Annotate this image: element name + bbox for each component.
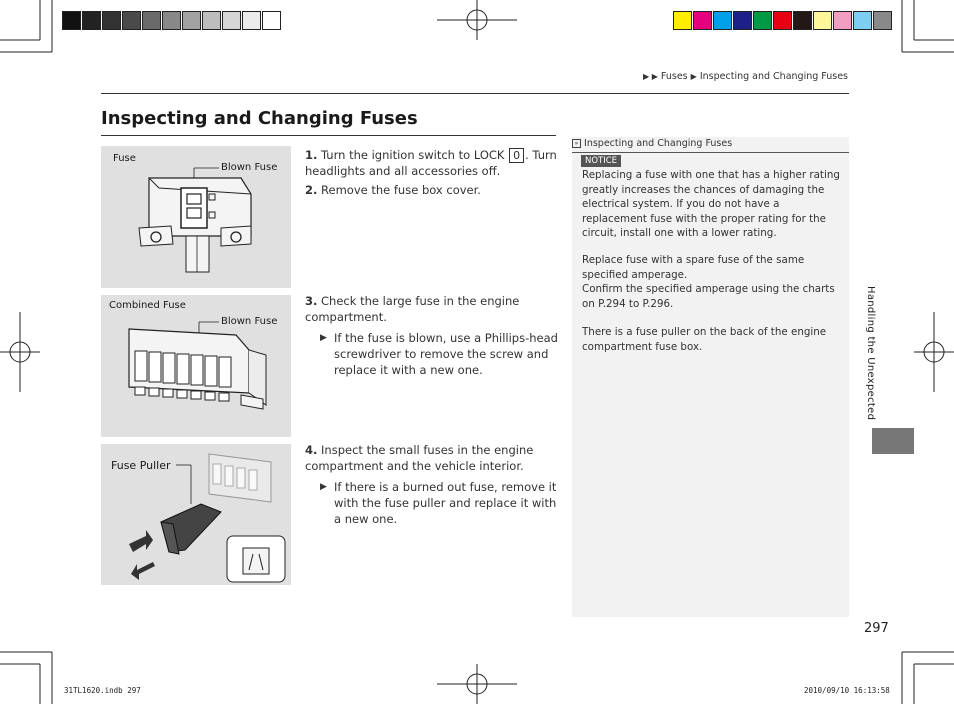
breadcrumb-item[interactable]: Fuses [660, 71, 688, 82]
chapter-tab[interactable] [872, 428, 914, 454]
step-3-sub [320, 330, 560, 378]
step-text: . Turn headlights and all accessories off. [305, 148, 557, 178]
step-2 [305, 182, 560, 198]
title-rule [101, 135, 556, 136]
step-4 [305, 442, 560, 474]
step-3 [305, 293, 560, 325]
footer-timestamp: 2010/09/10 16:13:58 [804, 686, 890, 695]
figure-fuse [101, 146, 291, 288]
breadcrumb-item[interactable]: Inspecting and Changing Fuses [699, 71, 848, 82]
step-text: Turn the ignition switch to LOCK [321, 148, 505, 162]
fuse-puller-illustration [101, 444, 291, 585]
arrow-icon: ▶ [320, 333, 327, 343]
breadcrumb [643, 71, 848, 82]
note-paragraph: There is a fuse puller on the back of the engine compartment fuse box. [582, 326, 827, 353]
notes-heading-text: Inspecting and Changing Fuses [584, 138, 733, 149]
footer-file-info: 31TL1620.indb 297 [64, 686, 141, 695]
step-number: 4. [305, 443, 318, 457]
breadcrumb-arrow-icon: ▶ [690, 72, 697, 81]
chapter-side-label: Handling the Unexpected [865, 286, 876, 421]
figure-label: Fuse Puller [111, 459, 171, 472]
figure-label: Fuse [113, 153, 136, 164]
step-4-sub [320, 479, 560, 527]
fuse-illustration [101, 146, 291, 288]
breadcrumb-arrow-icon: ▶ ▶ [643, 72, 658, 81]
step-number: 1. [305, 148, 318, 162]
arrow-icon: ▶ [320, 482, 327, 492]
figure-callout: Blown Fuse [221, 162, 278, 173]
sub-text: If there is a burned out fuse, remove it with the fuse puller and replace it with a new one. [334, 480, 557, 526]
step-number: 3. [305, 294, 318, 308]
notes-heading [572, 138, 732, 149]
step-number: 2. [305, 183, 318, 197]
lock-position-badge: 0 [509, 148, 524, 163]
step-1 [305, 147, 560, 179]
notes-rule [572, 152, 849, 153]
page-number: 297 [864, 621, 889, 636]
figure-combined-fuse [101, 295, 291, 437]
notice-text: Replacing a fuse with one that has a higher rating greatly increases the chances of damaging the electrical system. If you do not have a replacement fuse with the proper rating for the circuit, install one with a lower rating. [582, 169, 840, 239]
note-marker-icon: » [572, 139, 581, 148]
figure-fuse-puller [101, 444, 291, 585]
note-paragraph: Confirm the specified amperage using the charts on P.294 to P.296. [582, 283, 835, 310]
step-text: Check the large fuse in the engine compartment. [305, 294, 520, 324]
step-text: Inspect the small fuses in the engine compartment and the vehicle interior. [305, 443, 534, 473]
combined-fuse-illustration [101, 295, 291, 437]
figure-label: Combined Fuse [109, 300, 186, 311]
notice-badge: NOTICE [581, 155, 621, 167]
sub-text: If the fuse is blown, use a Phillips-head screwdriver to remove the screw and replace it with a new one. [334, 331, 558, 377]
page-title: Inspecting and Changing Fuses [101, 108, 418, 129]
figure-callout: Blown Fuse [221, 316, 278, 327]
note-paragraph: Replace fuse with a spare fuse of the same specified amperage. [582, 254, 805, 281]
step-text: Remove the fuse box cover. [321, 183, 481, 197]
header-rule [101, 93, 849, 94]
